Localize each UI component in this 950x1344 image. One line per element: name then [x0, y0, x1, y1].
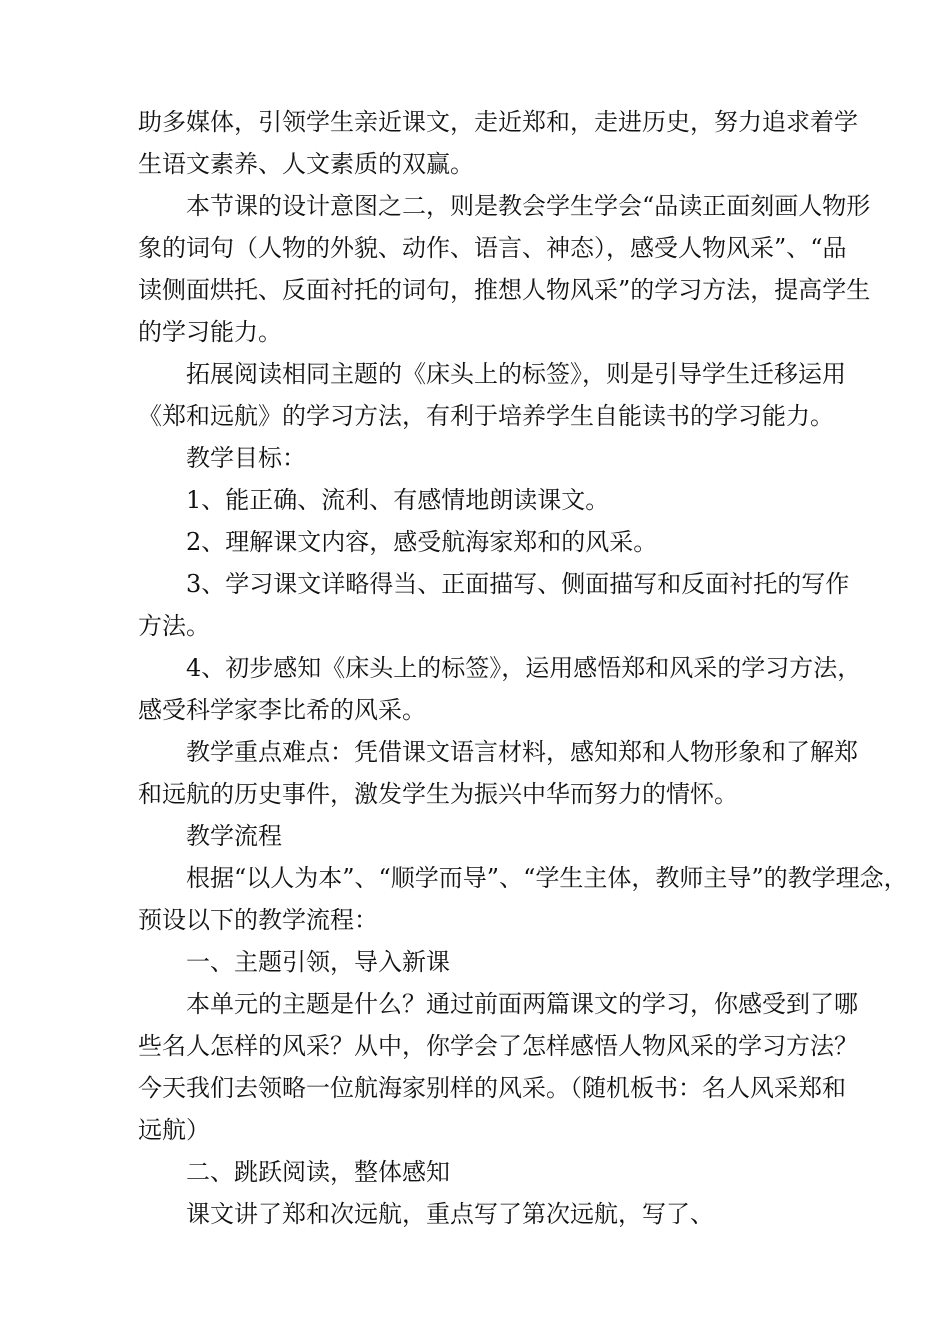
list-item-continuation: 感受科学家李比希的风采。 [138, 696, 426, 724]
text-line: 预设以下的教学流程： [138, 906, 378, 934]
text-line: 助多媒体，引领学生亲近课文，走近郑和，走进历史，努力追求着学 [138, 108, 858, 136]
list-item: 4、初步感知《床头上的标签》，运用感悟郑和风采的学习方法， [186, 654, 862, 682]
list-item: 1、能正确、流利、有感情地朗读课文。 [186, 486, 610, 514]
text-line: 远航） [138, 1116, 210, 1144]
text-line: 本节课的设计意图之二，则是教会学生学会“品读正面刻画人物形 [186, 192, 871, 220]
text-line: 生语文素养、人文素质的双赢。 [138, 150, 474, 178]
text-line: 根据“以人为本”、“顺学而导”、“学生主体，教师主导”的教学理念， [186, 864, 908, 892]
text-line: 读侧面烘托、反面衬托的词句，推想人物风采”的学习方法，提高学生 [138, 276, 871, 304]
text-line: 和远航的历史事件，激发学生为振兴中华而努力的情怀。 [138, 780, 738, 808]
text-line: 的学习能力。 [138, 318, 282, 346]
section-heading: 二、跳跃阅读，整体感知 [186, 1158, 450, 1186]
section-heading: 一、主题引领，导入新课 [186, 948, 450, 976]
list-item: 3、学习课文详略得当、正面描写、侧面描写和反面衬托的写作 [186, 570, 850, 598]
text-line: 课文讲了郑和次远航，重点写了第次远航，写了、 [186, 1200, 714, 1228]
section-heading: 教学流程 [186, 822, 282, 850]
list-item-continuation: 方法。 [138, 612, 210, 640]
text-line: 本单元的主题是什么？通过前面两篇课文的学习，你感受到了哪 [186, 990, 858, 1018]
text-line: 教学重点难点：凭借课文语言材料，感知郑和人物形象和了解郑 [186, 738, 858, 766]
text-line: 《郑和远航》的学习方法，有利于培养学生自能读书的学习能力。 [138, 402, 834, 430]
text-line: 些名人怎样的风采？从中，你学会了怎样感悟人物风采的学习方法？ [138, 1032, 858, 1060]
text-line: 拓展阅读相同主题的《床头上的标签》，则是引导学生迁移运用 [186, 360, 846, 388]
text-line: 象的词句（人物的外貌、动作、语言、神态），感受人物风采”、“品 [138, 234, 847, 262]
text-line: 今天我们去领略一位航海家别样的风采。（随机板书：名人风采郑和 [138, 1074, 846, 1102]
list-item: 2、理解课文内容，感受航海家郑和的风采。 [186, 528, 658, 556]
section-heading: 教学目标： [186, 444, 306, 472]
